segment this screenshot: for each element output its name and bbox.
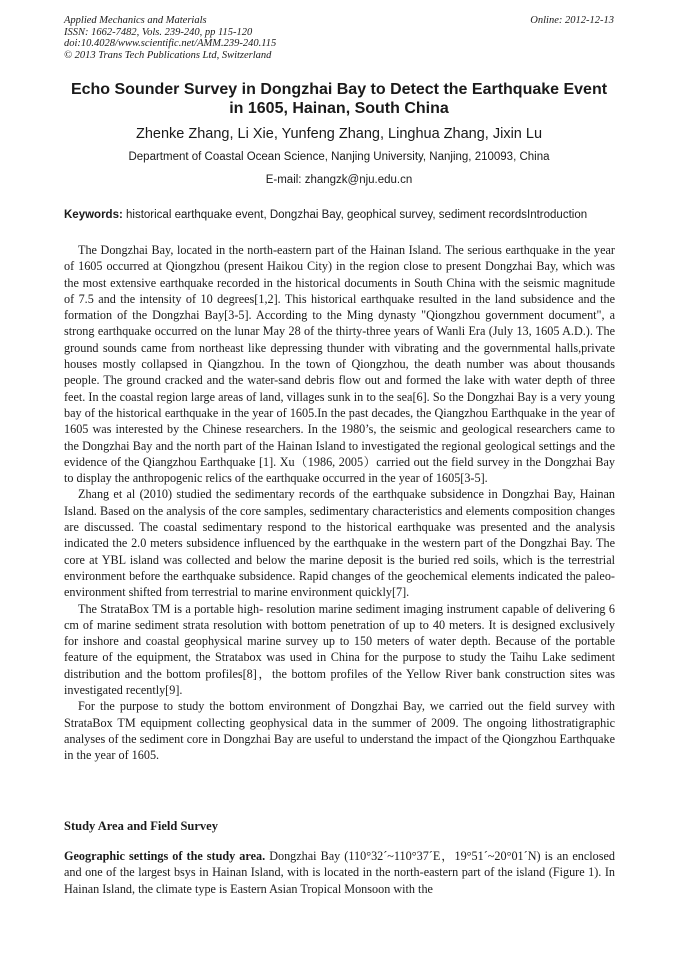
paragraph: For the purpose to study the bottom environment of Dongzhai Bay, we carried out the field survey with StrataBox TM equipment collecting geophysical data in the summer of 2009. The ongoing lithostratigraphic analyses of the sediment core in Dongzhai Bay are useful to understand the impact of the Qiongzhou Earthquake in the year of 1605.	[64, 699, 615, 763]
contact-email: E-mail: zhangzk@nju.edu.cn	[265, 174, 413, 186]
paragraph: The Dongzhai Bay, located in the north-eastern part of the Hainan Island. The serious earthquake in the year of 1605 occurred at Qiongzhou (present Haikou City) in the region close to present Dongzhai Bay, which was the most extensive earthquake recorded in the historical documents in South China with the seismic magnitude of 7.5 and the intensity of 10 degrees[1,2]. This historical earthquake resulted in the land subsidence and the formation of the Dongzhai Bay[3-5]. According to the Ming dynasty "Qiongzhou government document", a strong earthquake occurred on the lunar May 28 of the thirty-three years of Wanli Era (July 13, 1605 A.D.). The ground sounds came from northeast like depressing thunder with vibrating and the governmental halls,private houses mostly collapsed in Qiangzhou. In the town of Qiongzhou, the death number was about thousands people. The ground cracked and the water-sand debris flow out and formed the lake with water depth of three feet. In the coastal region large areas of land, villages sunk in to the sea[6]. So the Dongzhai Bay is a very young bay of the historical earthquake in the year of 1605.In the past decades, the Qiangzhou Earthquake in the year of 1605 was interested by the Chinese researchers. In the 1980’s, the seismic and geological researchers came to the Dongzhai Bay and the north part of the Hainan Island to investigated the regional geological settings and the evidence of the Qiangzhou Earthquake [1]. Xu（1986, 2005）carried out the field survey in the Dongzhai Bay to display the anthropogenic relics of the earthquake occurred in the year of 1605[3-5].	[64, 243, 615, 486]
copyright-line: © 2013 Trans Tech Publications Ltd, Switzerland	[64, 49, 272, 61]
journal-header	[64, 15, 614, 61]
doi-line: doi:10.4028/www.scientific.net/AMM.239-240.115	[64, 38, 277, 49]
online-date: Online: 2012-12-13	[530, 15, 614, 26]
geographic-settings-paragraph	[64, 848, 615, 897]
issn-line: ISSN: 1662-7482, Vols. 239-240, pp 115-120	[64, 26, 253, 38]
paragraph: The StrataBox TM is a portable high- resolution marine sediment imaging instrument capable of delivering 6 cm of marine sediment strata resolution with bottom penetration of up to 40 meters. It is designed exclusively for inshore and coastal geophysical marine survey up to 150 meters of water depth. Because of the portable feature of the equipment, the Stratabox was used in China for the purpose to study the Taihu Lake sediment distribution and the bottom profiles[8]，the bottom profiles of the Yellow River bank construction sites was investigated recently[9].	[64, 601, 615, 698]
journal-name: Applied Mechanics and Materials	[64, 15, 207, 26]
author-list: Zhenke Zhang, Li Xie, Yunfeng Zhang, Linghua Zhang, Jixin Lu	[135, 126, 543, 142]
geographic-settings-label: Geographic settings of the study area.	[64, 849, 266, 863]
affiliation: Department of Coastal Ocean Science, Nanjing University, Nanjing, 210093, China	[128, 151, 550, 163]
introduction-body	[64, 242, 615, 764]
geographic-settings-text: Dongzhai Bay (110°32´~110°37´E，19°51´~20°01´N) is an enclosed and one of the largest bsys in Hainan Island, with is located in the north-eastern part of the island (Figure 1). In Hainan Island, the climate type is Eastern Asian Tropical Monsoon with the	[64, 849, 615, 896]
keywords	[64, 208, 614, 223]
keywords-label: Keywords:	[64, 209, 123, 221]
section-heading: Study Area and Field Survey	[64, 819, 218, 833]
paragraph: Zhang et al (2010) studied the sedimentary records of the earthquake subsidence in Dongzhai Bay, Hainan Island. Based on the analysis of the core samples, sedimentary characteristics and elements composition changes are discussed. The coastal sedimentary respond to the historical earthquake was presented and the analysis indicated the 2.0 meters subsidence influenced by the earthquake in the western part of the Dongzhai Bay. The core at YBL island was collected and below the marine deposit is the buried red soils, which is the terrestrial environment before the earthquake subsidence. Rapid changes of the geochemical elements indicated the paleo-environment shifted from terrestrial to marine environment quickly[7].	[64, 487, 615, 600]
keywords-text: historical earthquake event, Dongzhai Bay, geophical survey, sediment recordsIntroduction	[126, 209, 588, 221]
paper-title: Echo Sounder Survey in Dongzhai Bay to Detect the Earthquake Event in 1605, Hainan, South China	[70, 81, 608, 117]
